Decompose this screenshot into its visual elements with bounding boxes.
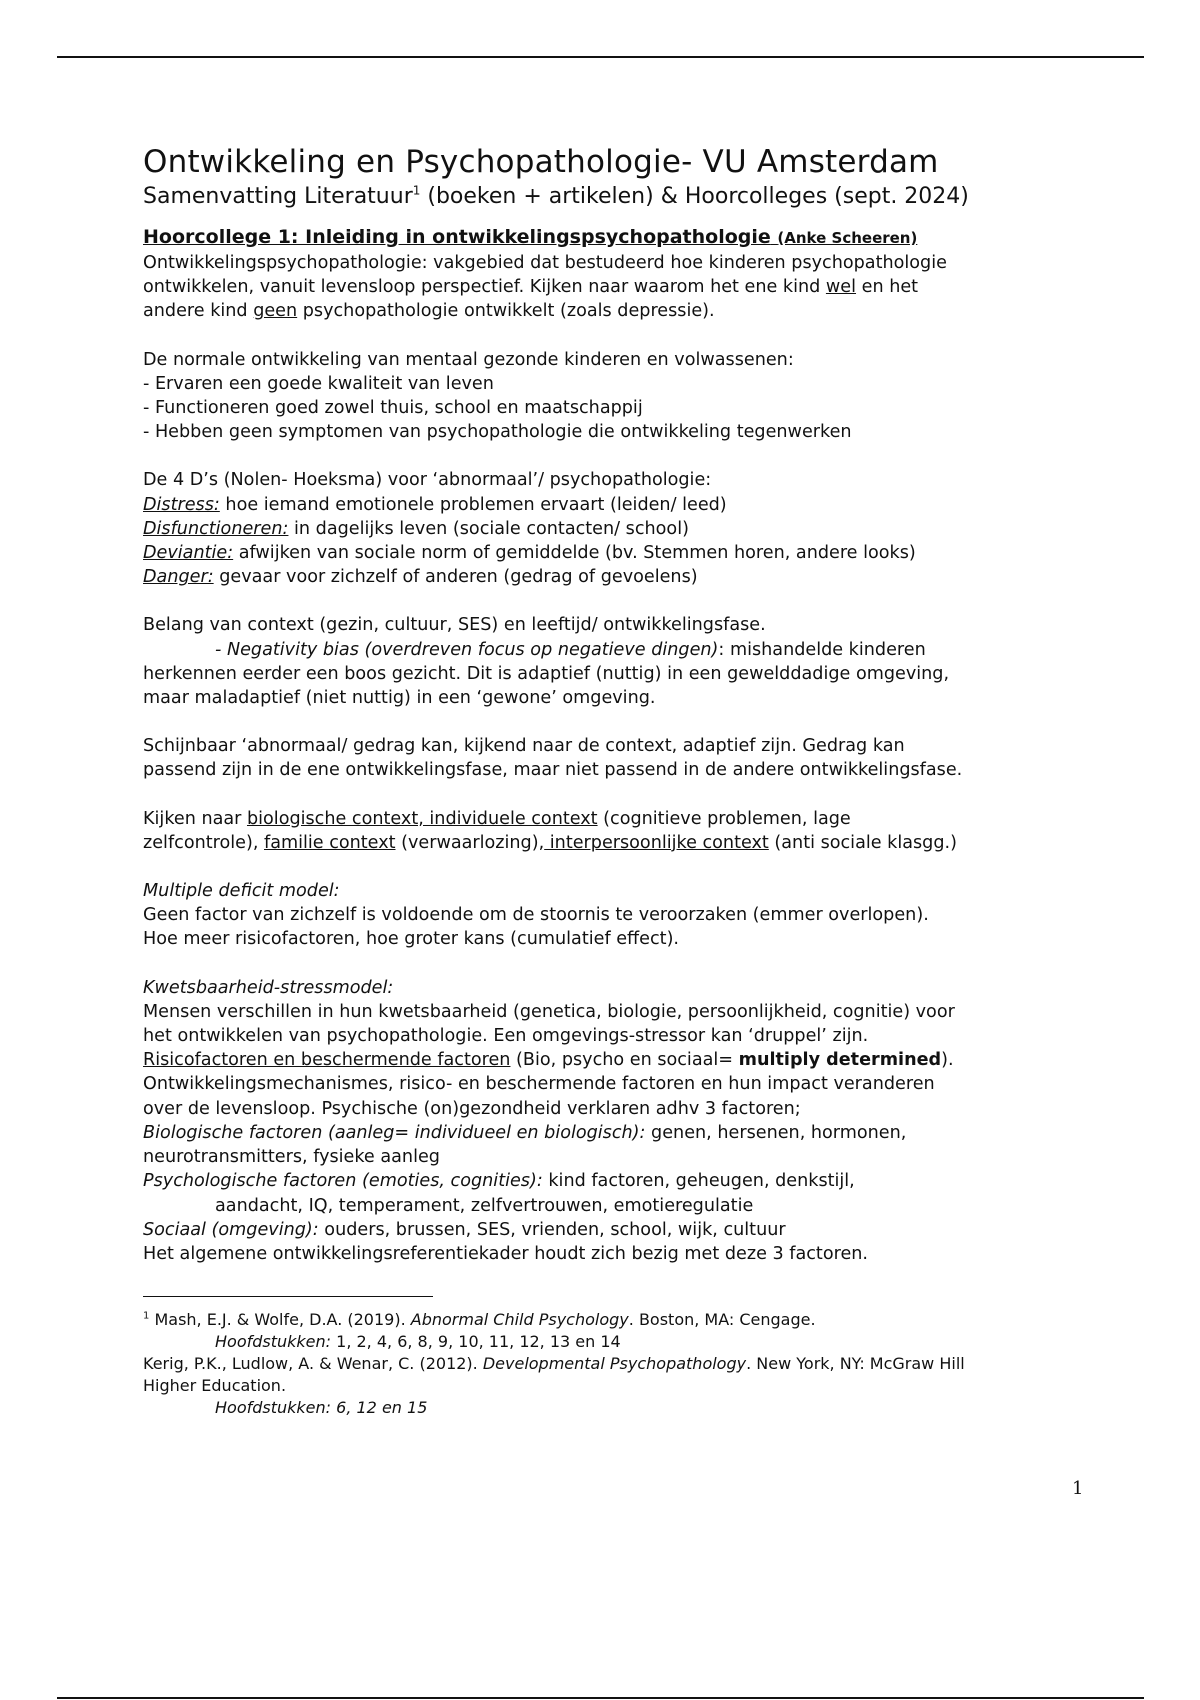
d-desc: afwijken van sociale norm of gemiddelde (bv. Stemmen horen, andere looks): [233, 543, 916, 564]
text: Kijken naar: [143, 808, 247, 829]
footnote-2-cont: Higher Education.: [143, 1376, 287, 1396]
factor-desc: genen, hersenen, hormonen,: [645, 1122, 907, 1143]
d-desc: gevaar voor zichzelf of anderen (gedrag of gevoelens): [213, 567, 698, 588]
text: (verwaarlozing),: [395, 832, 545, 853]
text: . Boston, MA: Cengage.: [628, 1310, 816, 1330]
context-line: [143, 638, 1103, 662]
intro-line: Ontwikkelingspsychopathologie: vakgebied dat bestudeerd hoe kinderen psychopathologie: [143, 253, 947, 273]
spacer: [143, 324, 1103, 348]
d-item: [143, 565, 1103, 589]
text: psychopathologie ontwikkelt (zoals depressie).: [297, 301, 715, 322]
factor-desc: ouders, brussen, SES, vrienden, school, wijk, cultuur: [318, 1219, 786, 1240]
d-item: [143, 493, 1103, 517]
document-title: Ontwikkeling en Psychopathologie- VU Amsterdam: [143, 144, 939, 180]
text: (anti sociale klasgg.): [768, 832, 957, 853]
footnote-1: [143, 1309, 1103, 1331]
section-heading-text: Hoorcollege 1: Inleiding in ontwikkelingspsychopathologie: [143, 226, 771, 248]
text: ).: [941, 1050, 954, 1071]
factor-desc: kind factoren, geheugen, denkstijl,: [542, 1171, 855, 1192]
d-term: Disfunctioneren:: [143, 518, 289, 539]
text: Kerig, P.K., Ludlow, A. & Wenar, C. (2012).: [143, 1354, 483, 1374]
underlined-text: biologische context, individuele context: [246, 808, 598, 829]
document-page: [143, 142, 1103, 1419]
list-item: - Functioneren goed zowel thuis, school en maatschappij: [143, 398, 643, 419]
list-item: - Hebben geen symptomen van psychopathologie die ontwikkeling tegenwerken: [143, 422, 852, 443]
psy-line: aandacht, IQ, temperament, zelfvertrouwen, emotieregulatie: [215, 1195, 754, 1216]
d-term: Deviantie:: [143, 543, 234, 564]
underlined-text: interpersoonlijke context: [544, 832, 769, 853]
negativity-bias-term: - Negativity bias (overdreven focus op negatieve dingen): [215, 639, 719, 660]
book-title: Developmental Psychopathology: [482, 1354, 747, 1374]
text: (cognitieve problemen, lage: [597, 808, 851, 829]
d-term: Distress:: [143, 494, 220, 515]
kijken-line: [143, 831, 1103, 855]
text: andere kind: [143, 301, 254, 322]
underlined-text: familie context: [264, 832, 396, 853]
soc-line: [143, 1218, 1103, 1242]
context-line: herkennen eerder een boos gezicht. Dit is adaptief (nuttig) in een gewelddadige omgeving,: [143, 663, 950, 684]
d-term: Danger:: [143, 567, 214, 588]
text: zelfcontrole),: [143, 832, 264, 853]
d-desc: hoe iemand emotionele problemen ervaart (leiden/ leed): [219, 494, 727, 515]
intro-line: [143, 299, 1103, 323]
text: : mishandelde kinderen: [718, 639, 926, 660]
ksm-title: Kwetsbaarheid-stressmodel:: [143, 977, 394, 998]
section-heading: [143, 224, 1103, 251]
context-line: Belang van context (gezin, cultuur, SES) en leeftijd/ ontwikkelingsfase.: [143, 615, 766, 636]
subtitle-text: Samenvatting Literatuur: [143, 184, 413, 209]
text: en het: [856, 277, 919, 298]
spacer: [143, 855, 1103, 879]
underlined-text: Risicofactoren en beschermende factoren: [143, 1050, 511, 1071]
d-desc: in dagelijks leven (sociale contacten/ school): [288, 518, 689, 539]
underlined-text: wel: [825, 277, 857, 298]
closing-line: Het algemene ontwikkelingsreferentiekader houdt zich bezig met deze 3 factoren.: [143, 1243, 869, 1264]
d-item: [143, 541, 1103, 565]
chapters-list: 1, 2, 4, 6, 8, 9, 10, 11, 12, 13 en 14: [331, 1332, 621, 1352]
text: . New York, NY: McGraw Hill: [746, 1354, 965, 1374]
underlined-text: geen: [253, 301, 298, 322]
book-title: Abnormal Child Psychology: [410, 1310, 629, 1330]
footnote-rule: [143, 1296, 433, 1297]
ksm-line: Mensen verschillen in hun kwetsbaarheid (genetica, biologie, persoonlijkheid, cognitie) voor: [143, 1001, 955, 1022]
footnote-ref[interactable]: 1: [412, 183, 421, 198]
text: Mash, E.J. & Wolfe, D.A. (2019).: [149, 1310, 411, 1330]
bio-line: neurotransmitters, fysieke aanleg: [143, 1147, 440, 1168]
subtitle-text-rest: (boeken + artikelen) & Hoorcolleges (sept. 2024): [420, 184, 969, 209]
spacer: [143, 444, 1103, 468]
footnote-chapters: Hoofdstukken: 6, 12 en 15: [215, 1398, 428, 1418]
ksm-line: over de levensloop. Psychische (on)gezondheid verklaren adhv 3 factoren;: [143, 1098, 801, 1119]
ksm-line: het ontwikkelen van psychopathologie. Een omgevings-stressor kan ‘druppel’ zijn.: [143, 1026, 869, 1047]
page-number: 1: [1072, 1478, 1084, 1499]
bold-text: multiply determined: [738, 1050, 942, 1071]
factor-term: Sociaal (omgeving):: [143, 1219, 319, 1240]
section-author: (Anke Scheeren): [777, 229, 918, 247]
spacer: [143, 952, 1103, 976]
schijn-line: Schijnbaar ‘abnormaal/ gedrag kan, kijkend naar de context, adaptief zijn. Gedrag kan: [143, 736, 905, 757]
context-line: maar maladaptief (niet nuttig) in een ‘gewone’ omgeving.: [143, 688, 656, 709]
text: (Bio, psycho en sociaal=: [510, 1050, 739, 1071]
list-item: - Ervaren een goede kwaliteit van leven: [143, 373, 494, 394]
spacer: [143, 783, 1103, 807]
chapters-label: Hoofdstukken:: [215, 1332, 332, 1352]
factor-term: Biologische factoren (aanleg= individueel en biologisch):: [143, 1122, 646, 1143]
document-subtitle: [143, 182, 1103, 212]
spacer: [143, 589, 1103, 613]
ksm-line: Ontwikkelingsmechanismes, risico- en beschermende factoren en hun impact veranderen: [143, 1074, 935, 1095]
spacer: [143, 710, 1103, 734]
ksm-line: [143, 1048, 1103, 1072]
top-rule: [57, 56, 1144, 58]
factor-term: Psychologische factoren (emoties, cognities):: [143, 1171, 543, 1192]
text: ontwikkelen, vanuit levensloop perspectief. Kijken naar waarom het ene kind: [143, 277, 826, 298]
mdm-line: Geen factor van zichzelf is voldoende om de stoornis te veroorzaken (emmer overlopen).: [143, 905, 929, 926]
normal-intro: De normale ontwikkeling van mentaal gezonde kinderen en volwassenen:: [143, 349, 794, 370]
intro-line: [143, 275, 1103, 299]
bio-line: [143, 1121, 1103, 1145]
footnote-mark: 1: [143, 1310, 150, 1322]
d-item: [143, 517, 1103, 541]
mdm-title: Multiple deficit model:: [143, 881, 340, 902]
psy-line: [143, 1169, 1103, 1193]
footnote-chapters: [143, 1331, 1103, 1353]
footnote-2: [143, 1353, 1103, 1375]
bottom-rule: [57, 1697, 1144, 1699]
schijn-line: passend zijn in de ene ontwikkelingsfase, maar niet passend in de andere ontwikkelingsfase.: [143, 760, 963, 781]
mdm-line: Hoe meer risicofactoren, hoe groter kans (cumulatief effect).: [143, 929, 680, 950]
d-intro: De 4 D’s (Nolen- Hoeksma) voor ‘abnormaal’/ psychopathologie:: [143, 470, 712, 491]
kijken-line: [143, 807, 1103, 831]
